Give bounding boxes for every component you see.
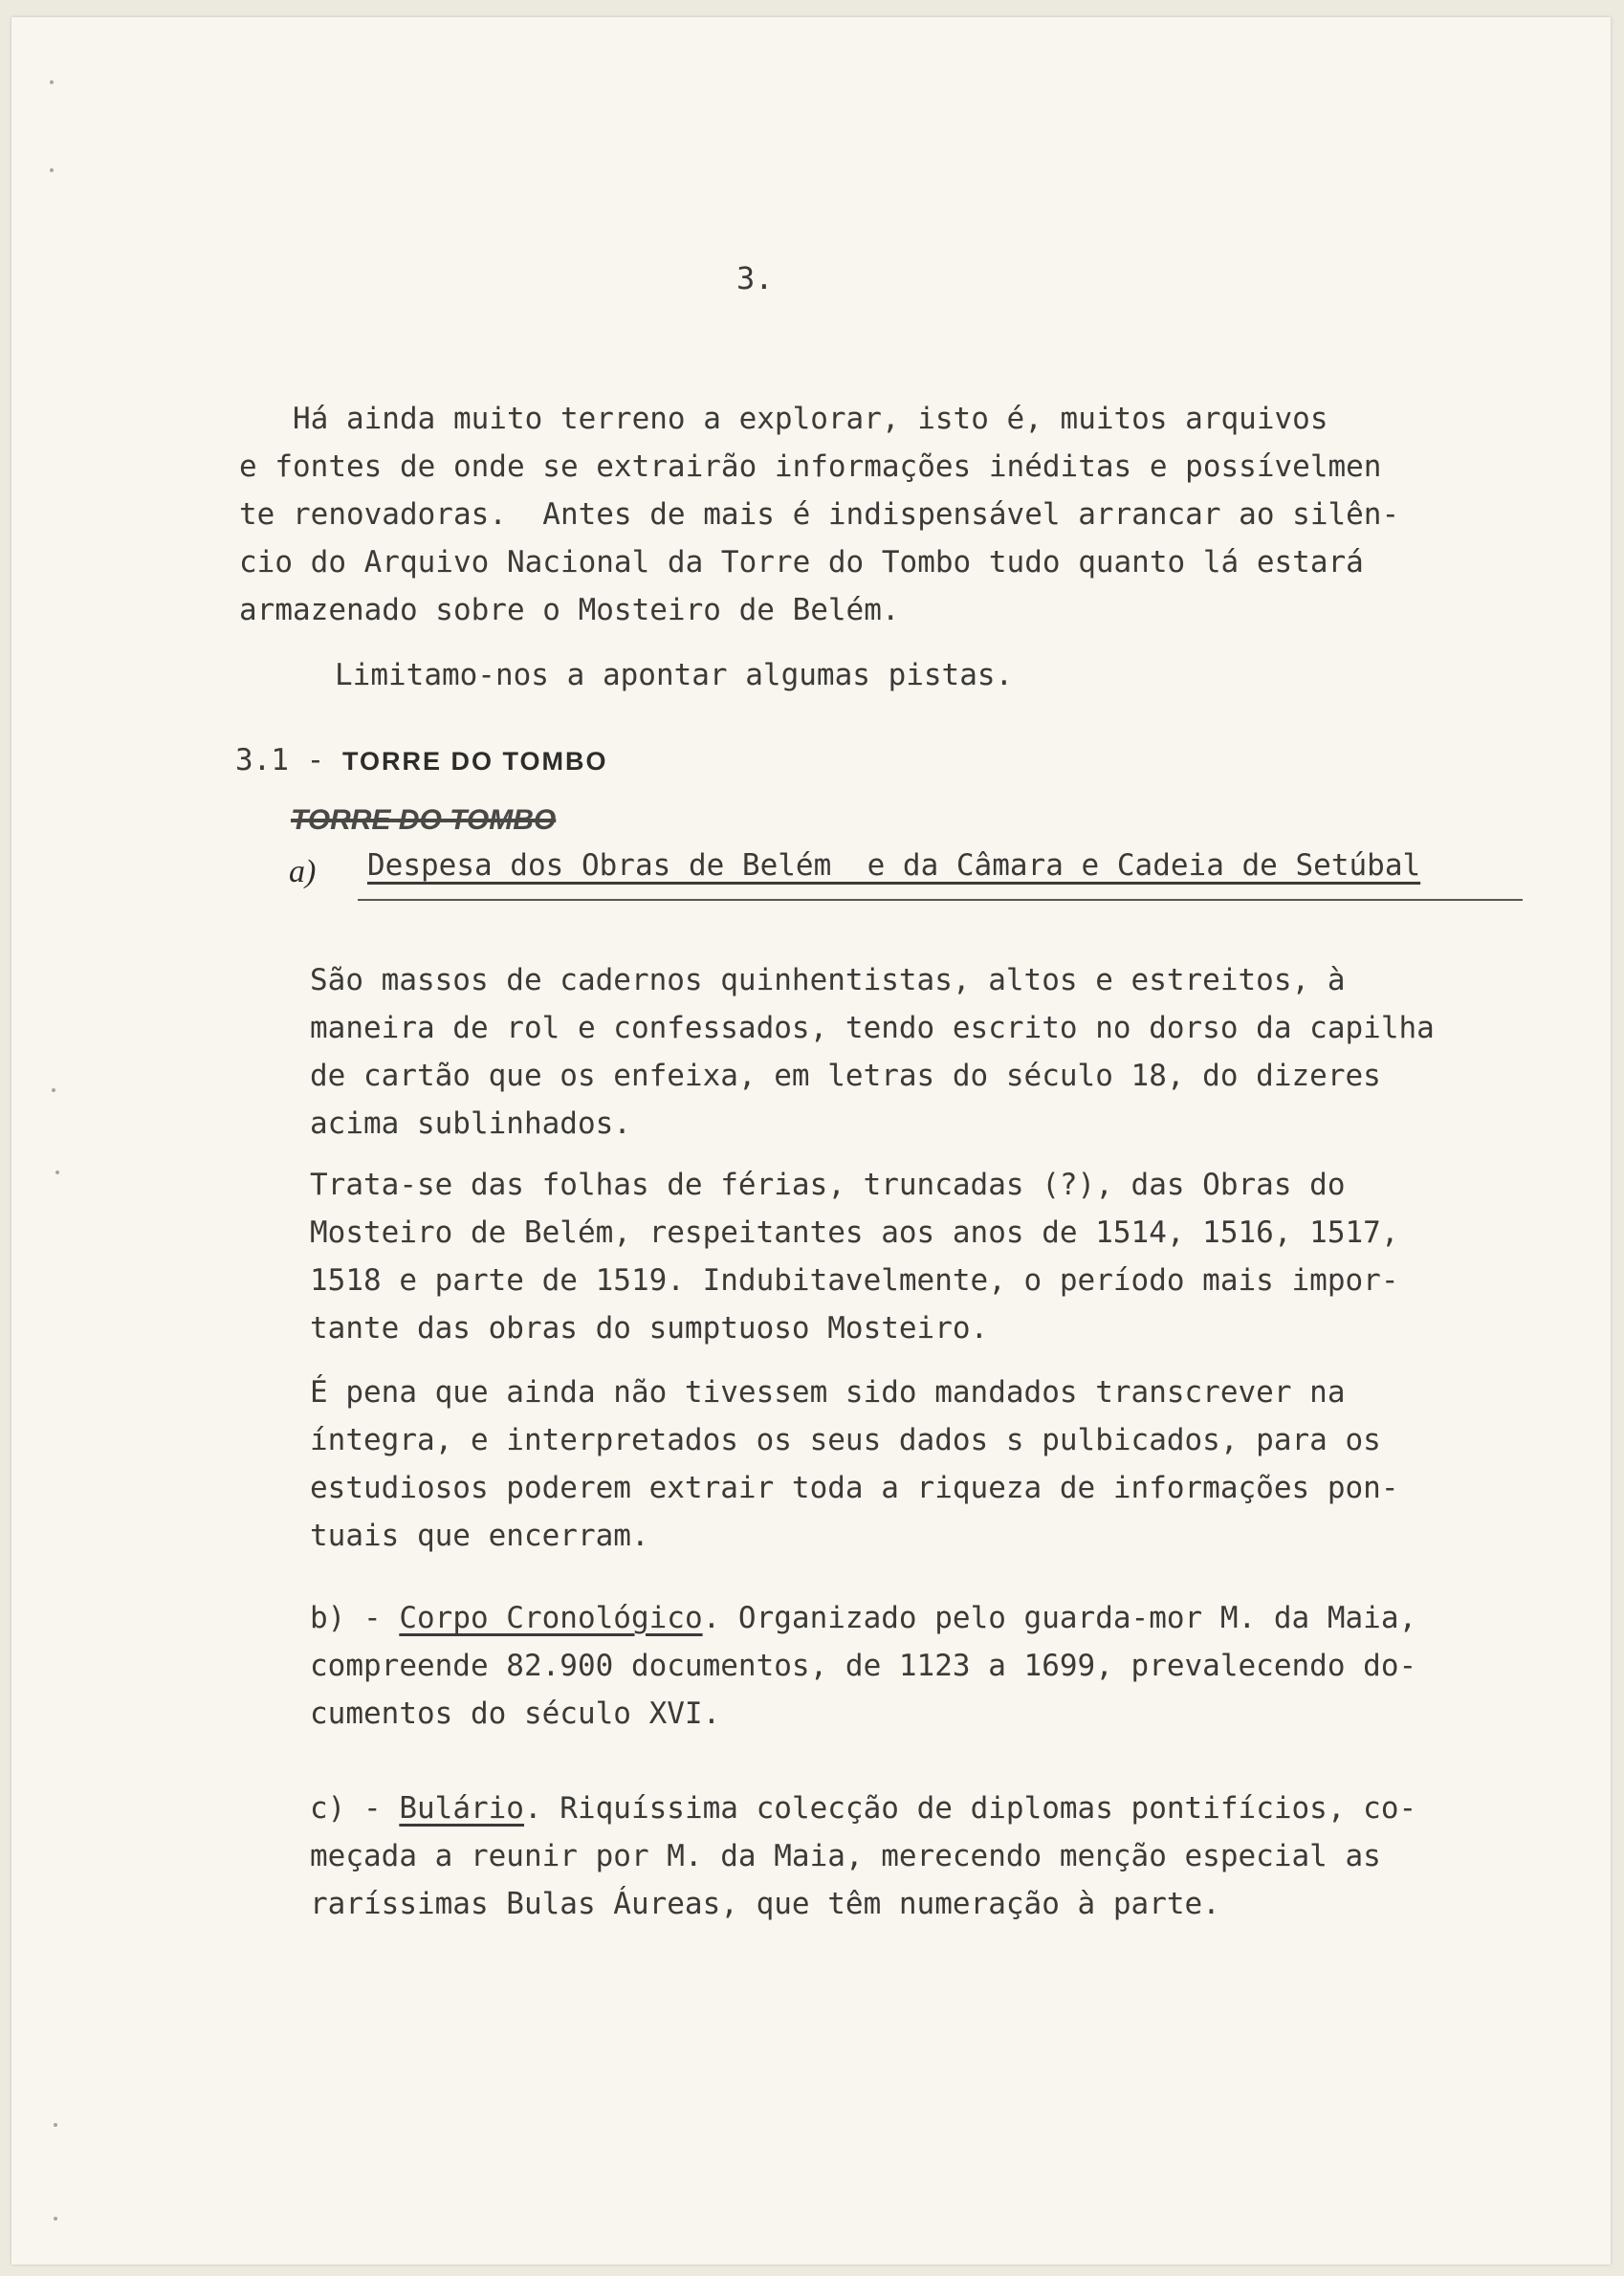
item-b-term: Corpo Cronológico	[399, 1601, 703, 1635]
item-b-paragraph	[310, 1594, 1416, 1738]
pena-paragraph: É pena que ainda não tivessem sido mandados transcrever na íntegra, e interpretados os seus dados s pulbicados, para os estudiosos poderem extrair toda a riqueza de informações pon- tuais que encerram.	[310, 1375, 1399, 1553]
document-page	[11, 17, 1611, 2265]
item-c-text-rest: meçada a reunir por M. da Maia, merecendo menção especial as raríssimas Bulas Áureas, que têm numeração à parte.	[310, 1839, 1381, 1921]
margin-mark	[55, 1171, 59, 1174]
item-a-marker: a)	[289, 854, 317, 889]
item-c-paragraph	[310, 1784, 1416, 1928]
margin-mark	[54, 2217, 57, 2221]
item-b-text-rest: compreende 82.900 documentos, de 1123 a 1699, prevalecendo do- cumentos do século XVI.	[310, 1649, 1417, 1731]
folhas-paragraph: Trata-se das folhas de férias, truncadas (?), das Obras do Mosteiro de Belém, respeitantes aos anos de 1514, 1516, 1517, 1518 e parte de 1519. Indubitavelmente, o período mais impor- tante das obras do sumptuoso Mosteiro.	[310, 1168, 1399, 1346]
item-b-text-line1: . Organizado pelo guarda-mor M. da Maia,	[702, 1601, 1417, 1635]
limits-paragraph: Limitamo-nos a apontar algumas pistas.	[335, 658, 1014, 692]
section-number: 3.1 -	[235, 743, 342, 777]
margin-mark	[50, 80, 54, 84]
section-heading	[235, 736, 608, 785]
page-number: 3.	[736, 260, 774, 296]
item-c-text-line1: . Riquíssima colecção de diplomas pontifícios, co-	[523, 1791, 1417, 1826]
margin-mark	[52, 1088, 55, 1092]
title-underline-rule	[358, 899, 1523, 901]
item-c-term: Bulário	[399, 1791, 524, 1826]
item-b-prefix: b) -	[310, 1601, 400, 1635]
intro-paragraph: Há ainda muito terreno a explorar, isto é, muitos arquivos e fontes de onde se extrairão informações inéditas e possívelmen te renovadoras. Antes de mais é indispensável arrancar ao silên- cio do Arquivo Nacional da Torre do Tombo tudo quanto lá estará armazenado sobre o Mosteiro de Belém.	[239, 402, 1400, 627]
handwritten-section-title: TORRE DO TOMBO	[341, 747, 608, 776]
item-c-prefix: c) -	[310, 1791, 400, 1826]
struck-through-heading: TORRE DO TOMBO	[291, 804, 557, 836]
margin-mark	[54, 2123, 57, 2127]
item-a-title: Despesa dos Obras de Belém e da Câmara e Cadeia de Setúbal	[367, 848, 1421, 883]
cadernos-paragraph: São massos de cadernos quinhentistas, altos e estreitos, à maneira de rol e confessados, tendo escrito no dorso da capilha de cartão que os enfeixa, em letras do século 18, do dizeres acima sublinhados.	[310, 963, 1435, 1141]
margin-mark	[50, 168, 54, 172]
